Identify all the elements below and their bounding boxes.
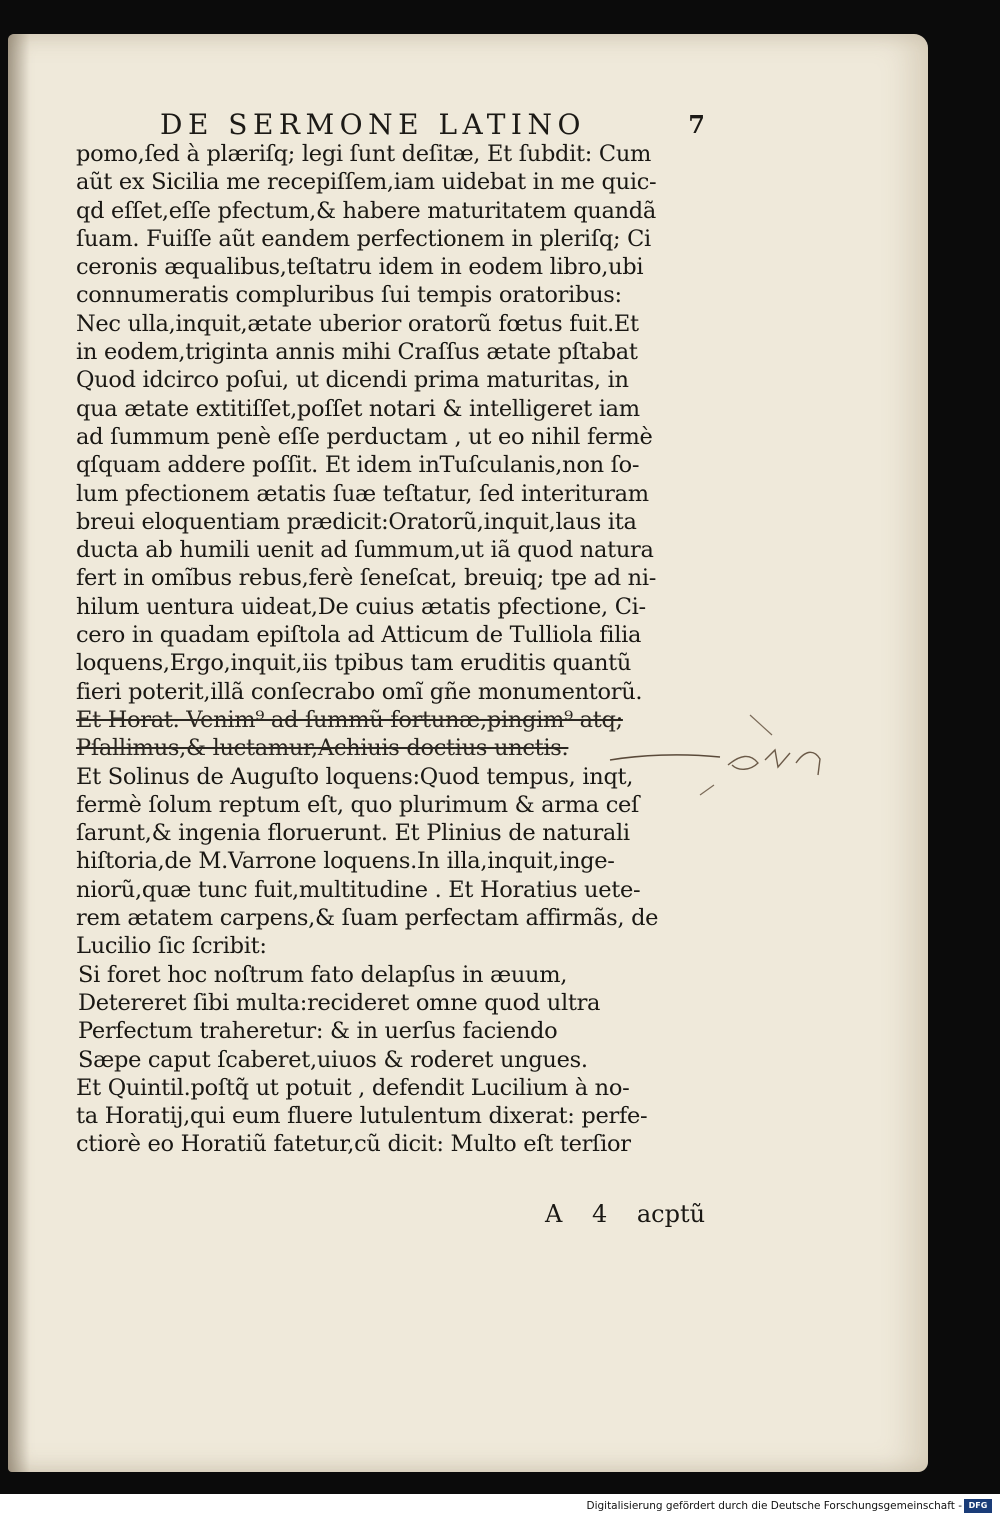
text-line: ceronis æqualibus,teſtatru idem in eodem libro,ubi [76,254,644,281]
text-line: aũt ex Sicilia me recepiſſem,iam uidebat in me quic- [76,169,657,196]
struck-text-line: Et Horat. Venim⁹ ad ſummũ fortunæ,pingim⁹ atq; [76,706,623,733]
text-line: Nec ulla,inquit,ætate uberior oratorũ fœtus fuit.Et [76,310,639,337]
footer-credit: Digitalisierung gefördert durch die Deutsche Forschungsgemeinschaft - [586,1500,962,1512]
text-line: ctiorè eo Horatiũ fatetur,cũ dicit: Multo eſt terſior [76,1131,631,1158]
signature-mark: A 4 [545,1200,608,1228]
text-line: hiſtoria,de M.Varrone loquens.In illa,inquit,inge- [76,848,615,875]
body-text [76,140,706,1159]
footer-bar [0,1494,1000,1516]
text-line: ſuam. Fuiſſe aũt eandem perfectionem in pleriſq; Ci [76,225,651,252]
text-line: lum pfectionem ætatis ſuæ teſtatur, ſed interituram [76,480,649,507]
folio-number: 7 [688,110,705,139]
text-line: cero in quadam epiſtola ad Atticum de Tulliola filia [76,622,642,649]
text-line: hilum uentura uideat,De cuius ætatis pfectione, Ci- [76,593,646,620]
text-line: connumeratis compluribus ſui tempis oratoribus: [76,282,622,309]
text-line: qua ætate extitiſſet,poſſet notari & intelligeret iam [76,395,640,422]
text-line: ducta ab humili uenit ad ſummum,ut iã quod natura [76,537,654,564]
verse-line: Perfectum traheretur: & in uerſus faciendo [78,1018,558,1045]
verse-line: Sæpe caput ſcaberet,uiuos & roderet ungues. [78,1046,588,1073]
dfg-logo: DFG [964,1499,992,1513]
text-line: pomo,ſed à plæriſq; legi ſunt deſitæ, Et ſubdit: Cum [76,141,652,167]
text-line: Quod idcirco poſui, ut dicendi prima maturitas, in [76,367,629,394]
running-head: DE SERMONE LATINO [160,108,586,141]
text-line: breui eloquentiam prædicit:Oratorũ,inquit,laus ita [76,508,637,535]
text-line: ſarunt,& ingenia floruerunt. Et Plinius de naturali [76,820,630,847]
struck-text-line: Pſallimus,& luctamur,Achiuis doctius unctis. [76,735,569,762]
verse-line: Si foret hoc noſtrum fato delapſus in æuum, [78,961,568,988]
text-line: niorũ,quæ tunc fuit,multitudine . Et Horatius uete- [76,876,641,903]
signature-line [545,1200,705,1228]
text-line: fert in omĩbus rebus,ferè ſeneſcat, breuiq; tpe ad ni- [76,565,657,592]
text-line: loquens,Ergo,inquit,iis tpibus tam eruditis quantũ [76,650,632,677]
text-line: rem ætatem carpens,& ſuam perfectam affirmãs, de [76,905,659,932]
text-line: in eodem,triginta annis mihi Craſſus ætate pſtabat [76,339,638,366]
text-line: qd eſſet,eſſe pfectum,& habere maturitatem quandã [76,197,657,224]
verse-line: Detereret ſibi multa:recideret omne quod ultra [78,989,601,1016]
text-line: Et Solinus de Auguſto loquens:Quod tempus, inqt, [76,763,634,790]
text-line: ta Horatij,qui eum fluere lutulentum dixerat: perfe- [76,1103,648,1130]
text-line: Et Quintil.poſtq̃ ut potuit , defendit Lucilium à no- [76,1074,630,1101]
text-line: Lucilio ſic ſcribit: [76,933,267,960]
page-header [160,108,705,144]
text-line: qſquam addere poſſit. Et idem inTuſculanis,non ſo- [76,452,640,479]
catchword: acptũ [636,1200,706,1228]
text-line: fieri poterit,illã conſecrabo omĩ gñe monumentorũ. [76,678,643,705]
text-line: ad ſummum penè eſſe perductam , ut eo nihil fermè [76,423,653,450]
handwritten-marginalia [600,705,840,805]
text-line: fermè ſolum reptum eſt, quo plurimum & arma ceſ [76,791,640,818]
